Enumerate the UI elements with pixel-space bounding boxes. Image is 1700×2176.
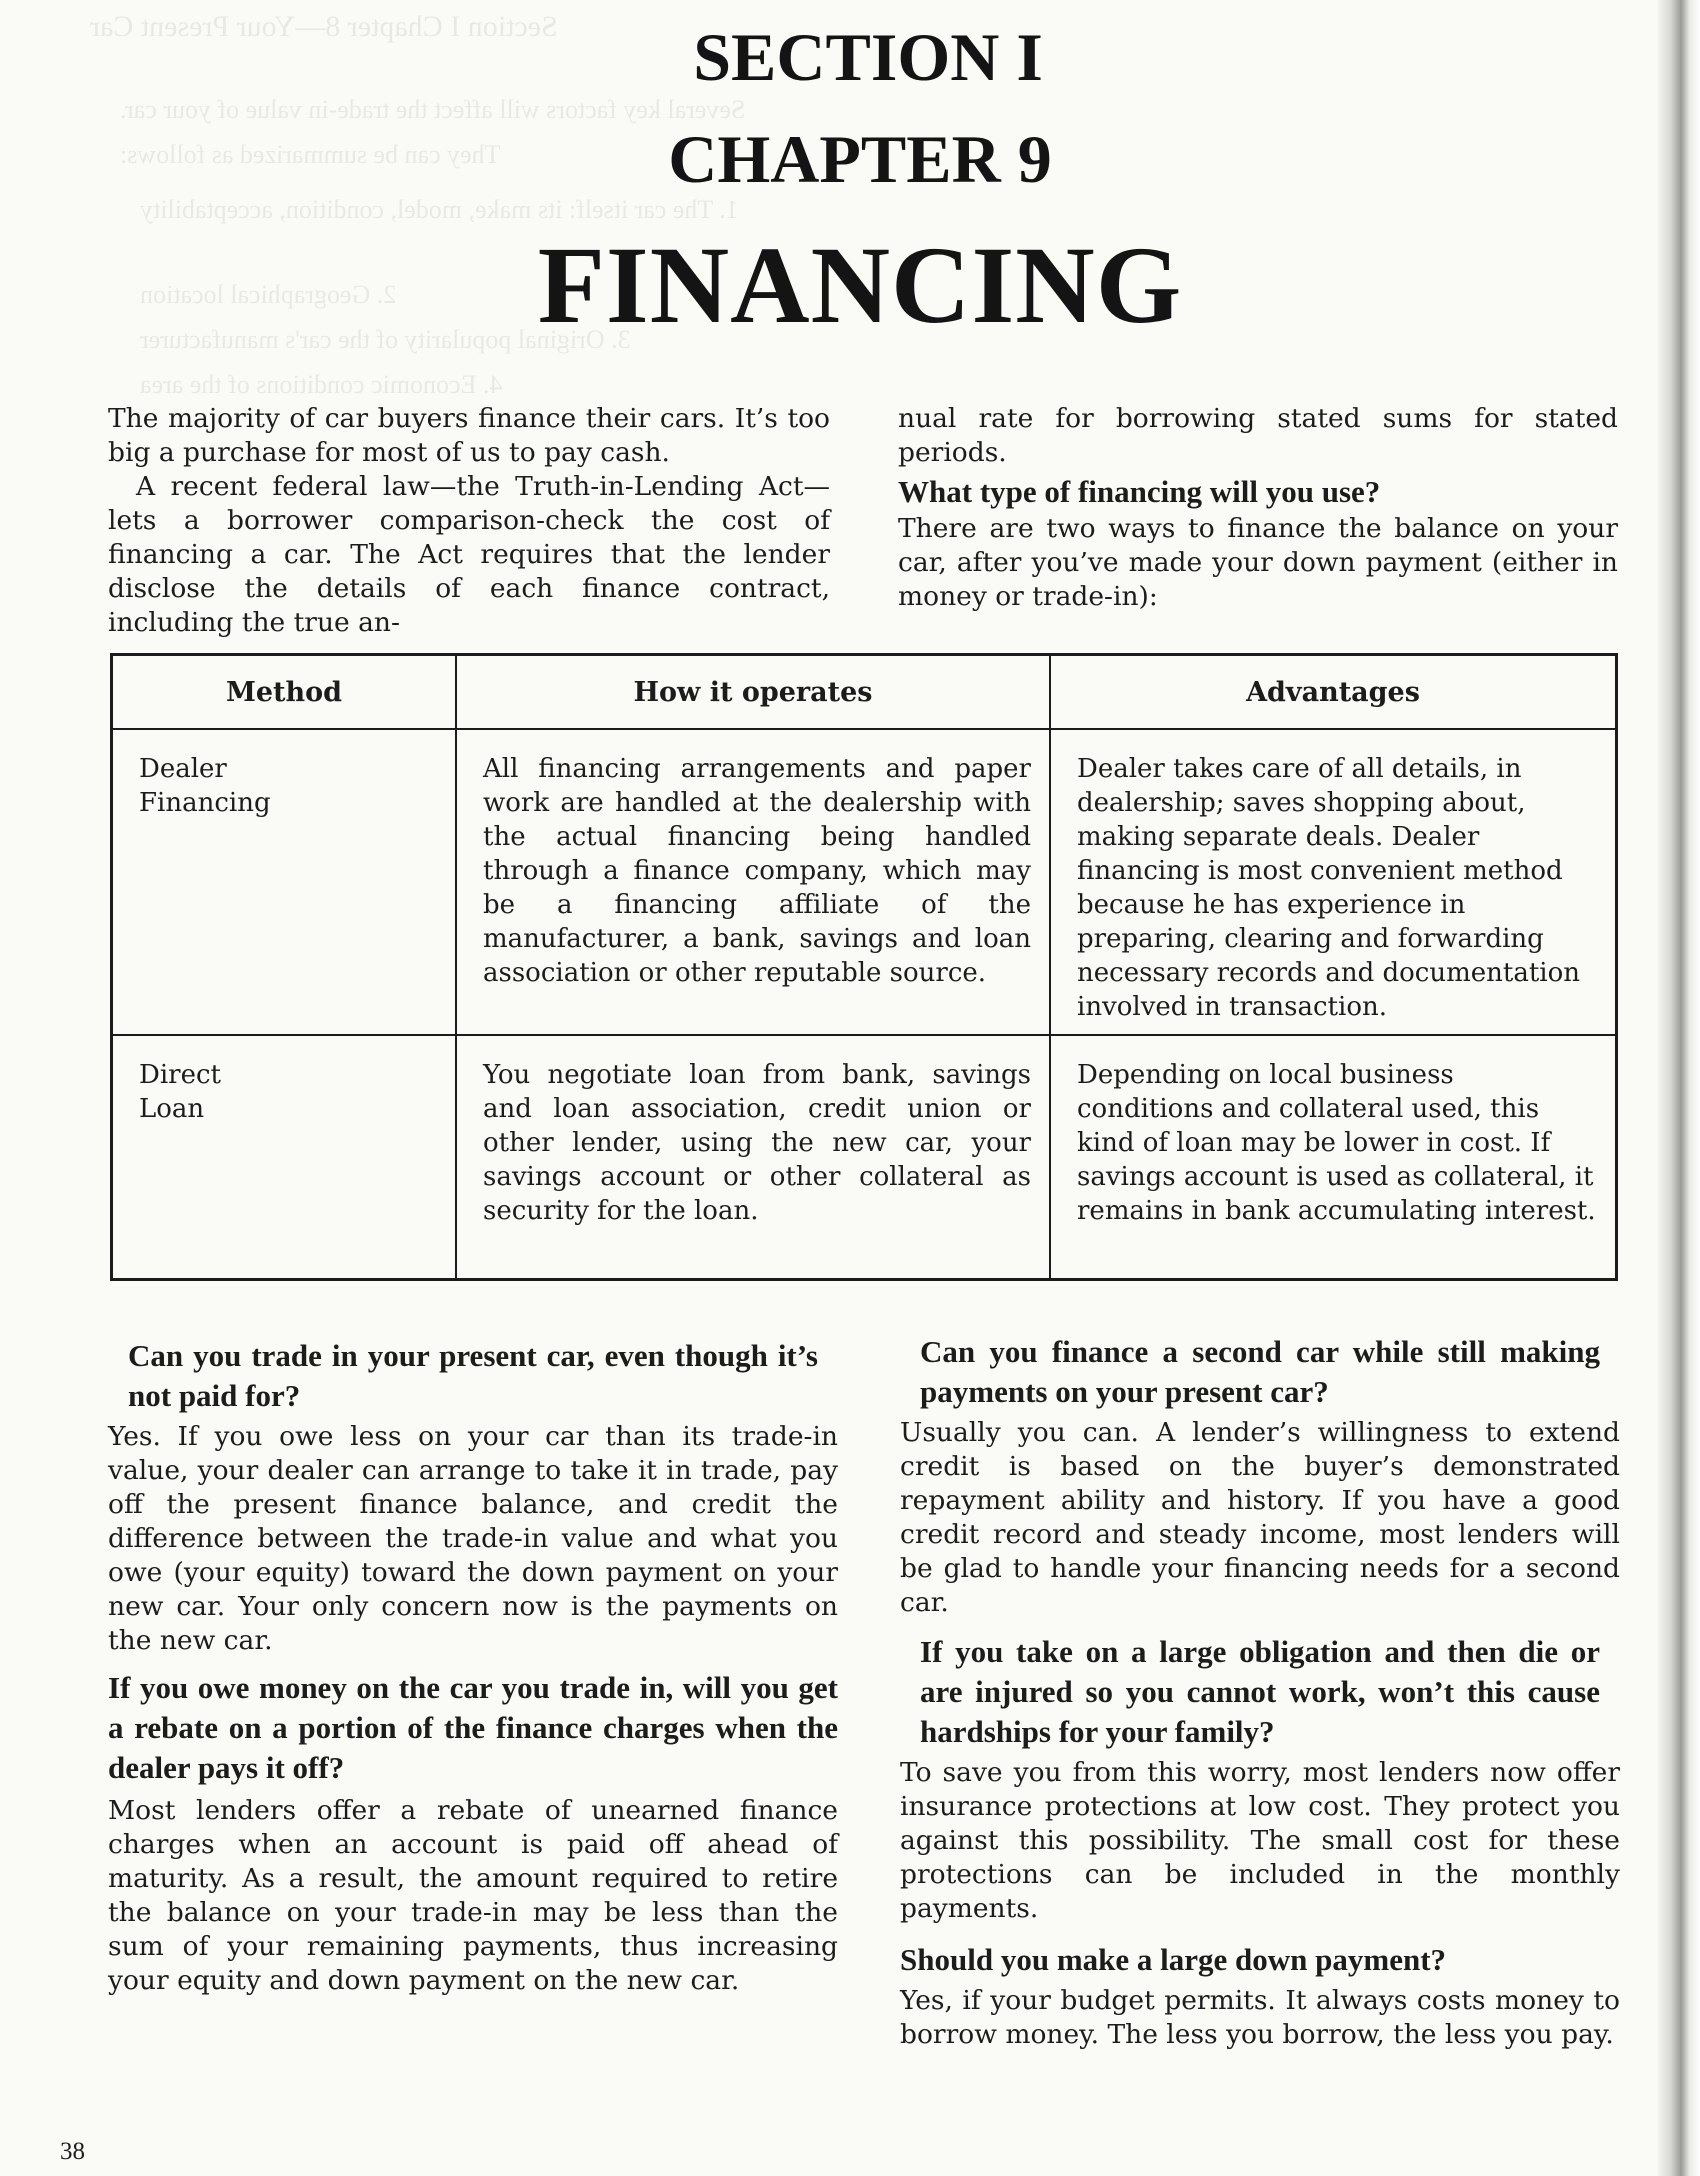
show-through-line: 4. Economic conditions of the area [140, 370, 503, 399]
advantages-cell: Dealer takes care of all details, in dealership; saves shopping about, making separate deals. Dealer financing is most convenient method because he has experience in preparing, clearing and forwarding necessary records and documentation involved in transaction. [1050, 729, 1617, 1035]
question-heading: What type of financing will you use? [898, 474, 1381, 509]
operates-cell: All financing arrangements and paper work are handled at the dealership with the actual financing being handled through a finance company, which may be a financing affiliate of the manufacturer, a bank, savings and loan association or other reputable source. [456, 729, 1050, 1035]
advantages-cell: Depending on local business conditions and collateral used, this kind of loan may be lower in cost. If savings account is used as collateral, it remains in bank accumulating interest. [1050, 1035, 1617, 1280]
question-heading: Should you make a large down payment? [900, 1942, 1447, 1977]
show-through-line: They can be summarized as follows: [120, 140, 501, 169]
answer-paragraph: Yes. If you owe less on your car than its trade-in value, your dealer can arrange to take it in trade, pay off the present finance balance, and credit the difference between the trade-in value and what you owe (your equity) toward the down payment on your new car. Your only concern now is the payments on the new car. [108, 1421, 838, 1656]
qa-left-column [108, 1336, 838, 1998]
answer-paragraph: Yes, if your budget permits. It always costs money to borrow money. The less you borrow, the less you pay. [900, 1985, 1620, 2050]
answer-paragraph: There are two ways to finance the balance on your car, after you’ve made your down payment (either in money or trade-in): [898, 513, 1618, 612]
page-number: 38 [60, 2138, 85, 2165]
intro-left-column [108, 402, 830, 640]
column-header-method: Method [112, 655, 457, 730]
table-header-row [112, 655, 1617, 730]
method-cell: Direct Loan [112, 1035, 457, 1280]
show-through-running-head: Section I Chapter 8—Your Present Car [90, 10, 558, 43]
table-row [112, 729, 1617, 1035]
operates-cell: You negotiate loan from bank, savings and loan association, credit union or other lender, using the new car, your savings account or other collateral as security for the loan. [456, 1035, 1050, 1280]
column-header-operates: How it operates [456, 655, 1050, 730]
question-heading: If you owe money on the car you trade in, will you get a rebate on a portion of the finance charges when the dealer pays it off? [108, 1670, 838, 1785]
table-row [112, 1035, 1617, 1280]
show-through-line: 2. Geographical location [140, 280, 397, 309]
answer-paragraph: Usually you can. A lender’s willingness to extend credit is based on the buyer’s demonstrated repayment ability and history. If you have a good credit record and steady income, most lenders will be glad to handle your financing needs for a second car. [900, 1417, 1620, 1618]
intro-paragraph: The majority of car buyers finance their cars. It’s too big a purchase for most of us to pay cash. [108, 403, 830, 468]
qa-right-column [900, 1332, 1620, 2052]
page-title: FINANCING [537, 224, 1183, 346]
question-heading: Can you finance a second car while still making payments on your present car? [920, 1334, 1600, 1409]
intro-continuation: nual rate for borrowing stated sums for stated periods. [898, 403, 1618, 468]
column-header-advantages: Advantages [1050, 655, 1617, 730]
answer-paragraph: Most lenders offer a rebate of unearned finance charges when an account is paid off ahead of maturity. As a result, the amount required to retire the balance on your trade-in may be less than the sum of your remaining payments, thus increasing your equity and down payment on the new car. [108, 1795, 838, 1996]
question-heading: Can you trade in your present car, even though it’s not paid for? [128, 1338, 818, 1413]
show-through-line: 1. The car itself: its make, model, condition, acceptability [140, 195, 739, 224]
method-cell: Dealer Financing [112, 729, 457, 1035]
section-heading: SECTION I [693, 19, 1043, 95]
answer-paragraph: To save you from this worry, most lenders now offer insurance protections at low cost. They protect you against this possibility. The small cost for these protections can be included in the monthly payments. [900, 1757, 1620, 1924]
question-heading: If you take on a large obligation and then die or are injured so you cannot work, won’t this cause hardships for your family? [920, 1634, 1600, 1749]
show-through-line: 3. Original popularity of the car's manufacturer [140, 325, 631, 354]
intro-paragraph: A recent federal law—the Truth-in-Lending Act—lets a borrower comparison-check the cost of financing a car. The Act requires that the lender disclose the details of each finance contract, including the true an- [108, 471, 830, 638]
intro-right-column [898, 402, 1618, 614]
chapter-heading: CHAPTER 9 [668, 121, 1052, 197]
show-through-line: Several key factors will affect the trade-in value of your car. [120, 95, 746, 124]
financing-methods-table [110, 653, 1618, 1281]
